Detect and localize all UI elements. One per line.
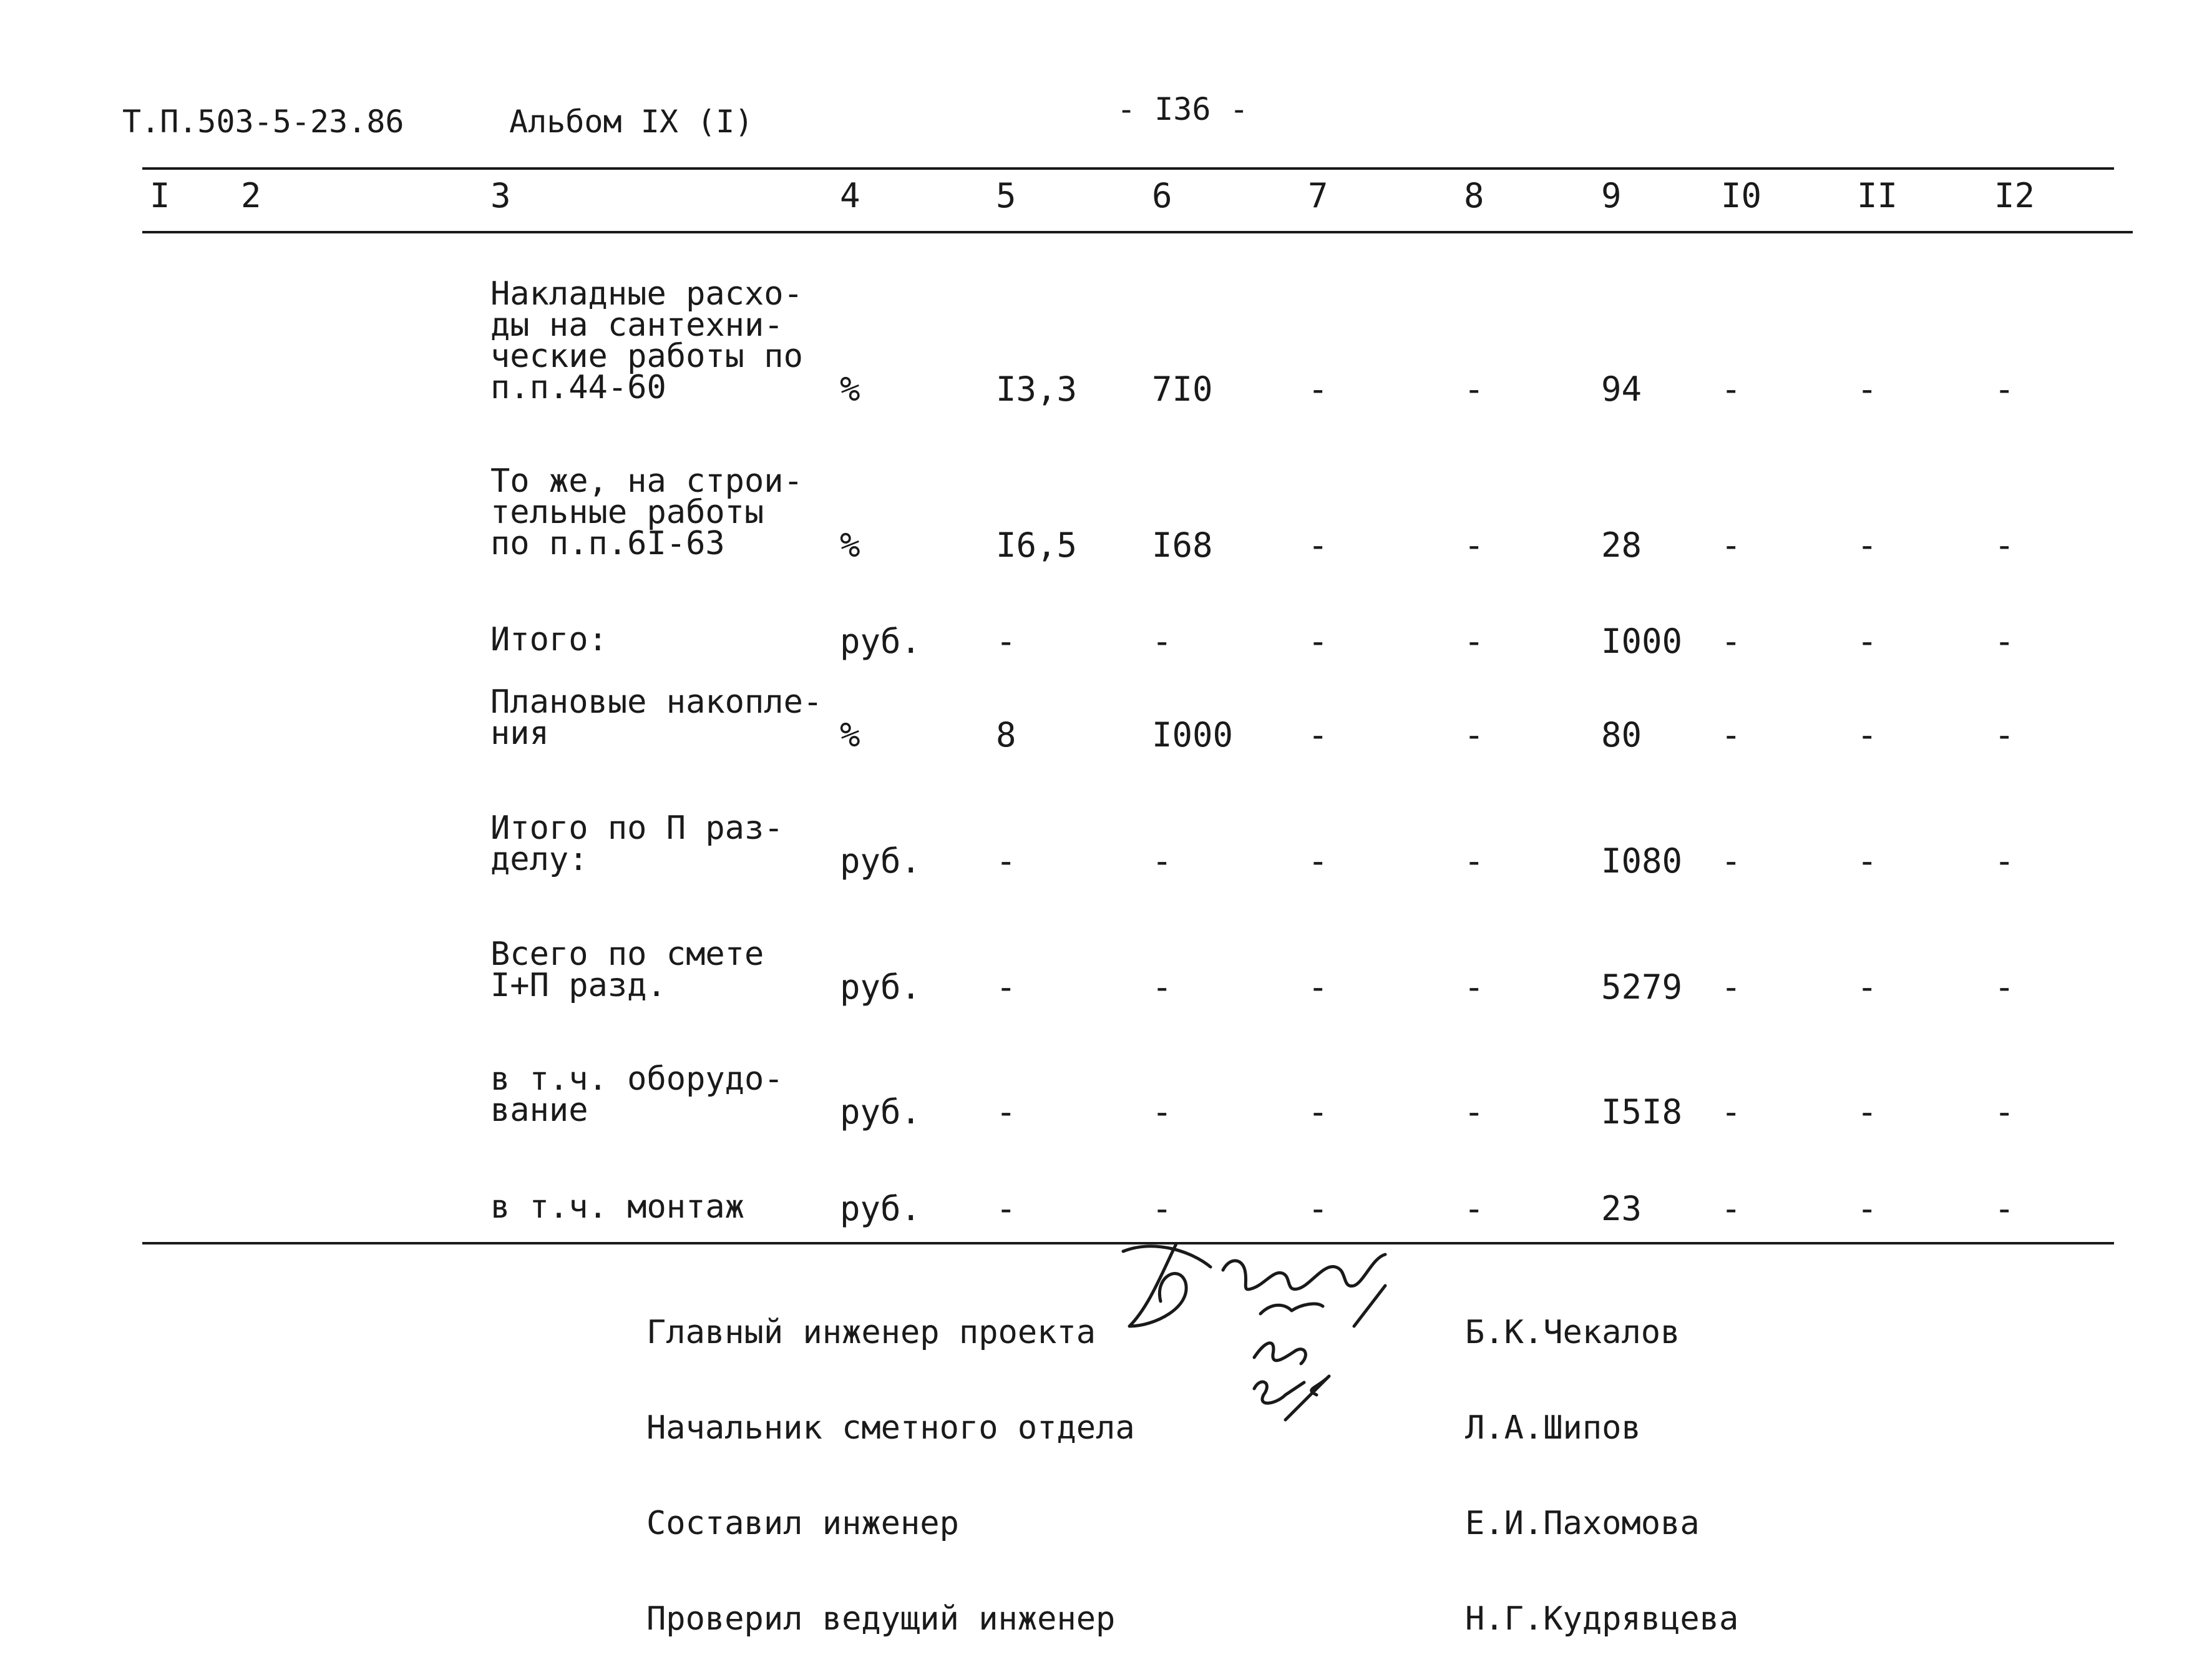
row-value-c6: - bbox=[1152, 841, 1172, 881]
signature-name: Н.Г.Кудрявцева bbox=[1465, 1600, 1739, 1638]
signature-name: Б.К.Чекалов bbox=[1465, 1314, 1680, 1351]
row-value-c10: - bbox=[1721, 715, 1742, 755]
row-unit: руб. bbox=[840, 1092, 922, 1132]
column-number: 4 bbox=[840, 176, 860, 215]
row-value-c10: - bbox=[1721, 1189, 1742, 1228]
row-value-c9: I5I8 bbox=[1601, 1092, 1683, 1132]
row-value-c11: - bbox=[1857, 622, 1878, 661]
album-label: Альбом IX (I) bbox=[509, 104, 754, 140]
row-value-c9: 28 bbox=[1601, 526, 1642, 565]
row-value-c6: - bbox=[1152, 967, 1172, 1007]
page-number: - I36 - bbox=[1117, 91, 1249, 127]
signature-role: Проверил ведущий инженер bbox=[646, 1600, 1116, 1638]
column-number: 5 bbox=[996, 176, 1016, 215]
row-unit: руб. bbox=[840, 841, 922, 881]
row-value-c11: - bbox=[1857, 369, 1878, 409]
row-value-c9: I000 bbox=[1601, 622, 1683, 661]
table-top-rule bbox=[142, 167, 2114, 170]
row-value-c8: - bbox=[1464, 622, 1484, 661]
column-number: 7 bbox=[1308, 176, 1328, 215]
row-value-c8: - bbox=[1464, 526, 1484, 565]
row-description: Итого по П раз- делу: bbox=[490, 809, 784, 878]
document-code: Т.П.503-5-23.86 bbox=[122, 104, 404, 140]
signature-name: Л.А.Шипов bbox=[1465, 1409, 1641, 1447]
row-value-c11: - bbox=[1857, 715, 1878, 755]
row-value-c9: 23 bbox=[1601, 1189, 1642, 1228]
row-value-c9: 5279 bbox=[1601, 967, 1683, 1007]
column-number: 2 bbox=[241, 176, 261, 215]
row-value-c10: - bbox=[1721, 526, 1742, 565]
row-value-c11: - bbox=[1857, 841, 1878, 881]
row-description: в т.ч. оборудо- вание bbox=[490, 1060, 784, 1129]
row-description: Накладные расхо- ды на сантехни- ческие работы по п.п.44-60 bbox=[490, 275, 803, 406]
row-value-c8: - bbox=[1464, 967, 1484, 1007]
column-number: 8 bbox=[1464, 176, 1484, 215]
row-description: Итого: bbox=[490, 621, 608, 658]
row-value-c9: 94 bbox=[1601, 369, 1642, 409]
row-value-c6: 7I0 bbox=[1152, 369, 1213, 409]
handwritten-signatures bbox=[1117, 1233, 1466, 1439]
row-value-c5: - bbox=[996, 622, 1016, 661]
row-unit: % bbox=[840, 715, 860, 755]
table-header-rule bbox=[142, 231, 2133, 233]
row-unit: % bbox=[840, 369, 860, 409]
row-description: Всего по смете I+П разд. bbox=[490, 936, 764, 1004]
row-description: в т.ч. монтаж bbox=[490, 1188, 744, 1226]
row-value-c5: - bbox=[996, 967, 1016, 1007]
row-value-c10: - bbox=[1721, 1092, 1742, 1132]
row-value-c12: - bbox=[1994, 1092, 2015, 1132]
signature-role: Составил инженер bbox=[646, 1505, 959, 1542]
row-value-c8: - bbox=[1464, 1092, 1484, 1132]
row-value-c8: - bbox=[1464, 1189, 1484, 1228]
row-value-c10: - bbox=[1721, 622, 1742, 661]
row-unit: руб. bbox=[840, 622, 922, 661]
row-value-c12: - bbox=[1994, 622, 2015, 661]
row-value-c6: I000 bbox=[1152, 715, 1234, 755]
row-value-c5: I6,5 bbox=[996, 526, 1078, 565]
row-value-c11: - bbox=[1857, 1189, 1878, 1228]
row-value-c12: - bbox=[1994, 1189, 2015, 1228]
row-unit: руб. bbox=[840, 967, 922, 1007]
signature-roles bbox=[646, 1253, 1135, 1667]
row-value-c12: - bbox=[1994, 369, 2015, 409]
row-value-c12: - bbox=[1994, 715, 2015, 755]
signature-name: Е.И.Пахомова bbox=[1465, 1505, 1700, 1542]
row-value-c7: - bbox=[1308, 715, 1328, 755]
column-number: I bbox=[150, 176, 170, 215]
row-value-c5: - bbox=[996, 1092, 1016, 1132]
row-value-c9: I080 bbox=[1601, 841, 1683, 881]
row-value-c11: - bbox=[1857, 1092, 1878, 1132]
row-value-c11: - bbox=[1857, 526, 1878, 565]
row-value-c6: I68 bbox=[1152, 526, 1213, 565]
signature-role: Главный инженер проекта bbox=[646, 1314, 1096, 1351]
row-value-c10: - bbox=[1721, 369, 1742, 409]
row-value-c12: - bbox=[1994, 967, 2015, 1007]
row-value-c12: - bbox=[1994, 841, 2015, 881]
row-value-c5: I3,3 bbox=[996, 369, 1078, 409]
row-value-c7: - bbox=[1308, 526, 1328, 565]
column-number: 3 bbox=[490, 176, 511, 215]
row-value-c5: - bbox=[996, 1189, 1016, 1228]
row-value-c7: - bbox=[1308, 369, 1328, 409]
row-value-c11: - bbox=[1857, 967, 1878, 1007]
row-value-c9: 80 bbox=[1601, 715, 1642, 755]
row-value-c8: - bbox=[1464, 841, 1484, 881]
row-description: То же, на строи- тельные работы по п.п.6I-63 bbox=[490, 462, 803, 562]
row-value-c8: - bbox=[1464, 715, 1484, 755]
row-value-c10: - bbox=[1721, 841, 1742, 881]
row-value-c7: - bbox=[1308, 841, 1328, 881]
row-value-c7: - bbox=[1308, 1092, 1328, 1132]
row-value-c6: - bbox=[1152, 1189, 1172, 1228]
column-number: 6 bbox=[1152, 176, 1172, 215]
row-value-c5: 8 bbox=[996, 715, 1016, 755]
signature-role: Начальник сметного отдела bbox=[646, 1409, 1135, 1447]
row-unit: руб. bbox=[840, 1189, 922, 1228]
row-value-c8: - bbox=[1464, 369, 1484, 409]
column-number: 9 bbox=[1601, 176, 1622, 215]
row-unit: % bbox=[840, 526, 860, 565]
column-number: I2 bbox=[1994, 176, 2035, 215]
column-number: I0 bbox=[1721, 176, 1762, 215]
row-value-c5: - bbox=[996, 841, 1016, 881]
column-number: II bbox=[1857, 176, 1898, 215]
row-description: Плановые накопле- ния bbox=[490, 683, 823, 752]
row-value-c12: - bbox=[1994, 526, 2015, 565]
signature-names bbox=[1465, 1253, 1738, 1667]
row-value-c6: - bbox=[1152, 1092, 1172, 1132]
row-value-c10: - bbox=[1721, 967, 1742, 1007]
row-value-c7: - bbox=[1308, 1189, 1328, 1228]
row-value-c7: - bbox=[1308, 967, 1328, 1007]
row-value-c7: - bbox=[1308, 622, 1328, 661]
row-value-c6: - bbox=[1152, 622, 1172, 661]
